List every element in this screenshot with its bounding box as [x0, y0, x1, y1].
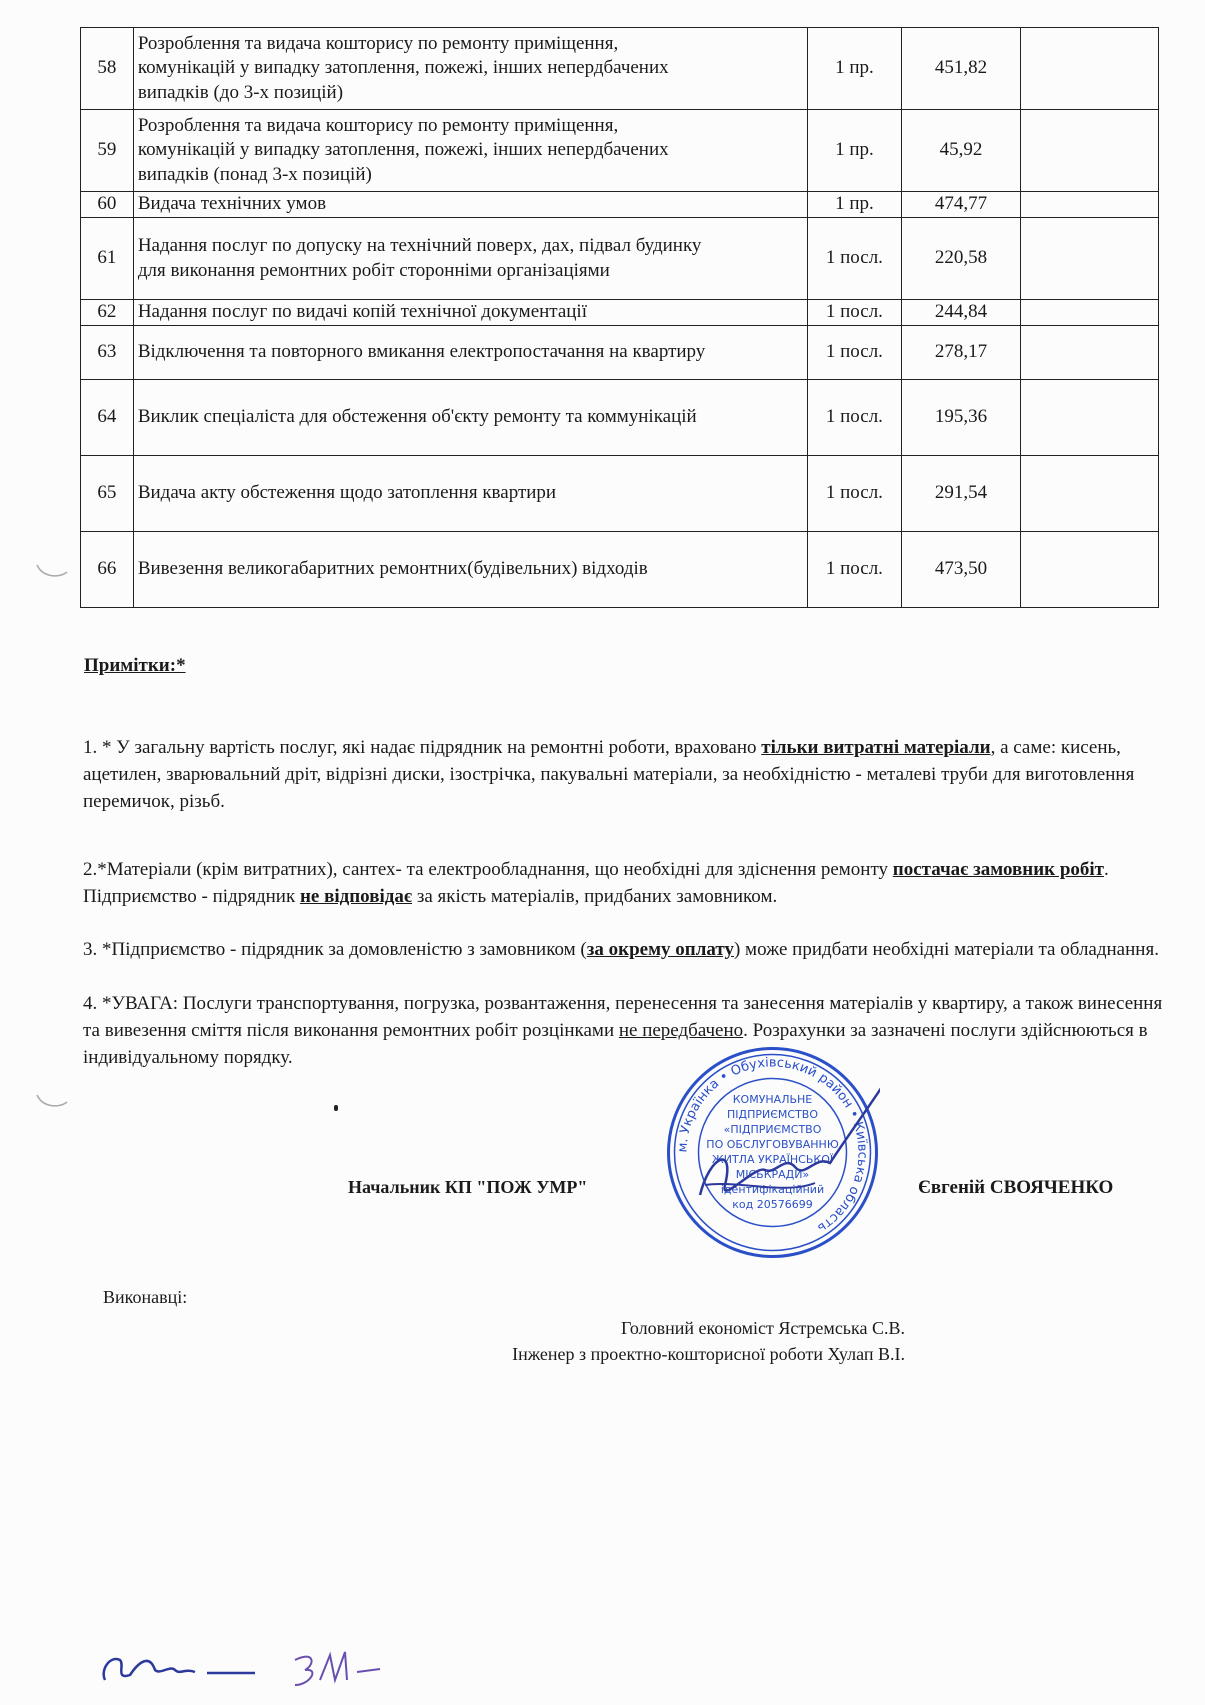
note-3 [83, 936, 1163, 963]
row-number: 66 [81, 532, 134, 608]
stamp-line: ЖИТЛА УКРАЇНСЬКОЇ [711, 1153, 834, 1166]
price-table [80, 27, 1159, 608]
price: 474,77 [902, 192, 1021, 218]
note-2-text: 2.*Матеріали (крім витратних), сантех- та електрообладнання, що необхідні для здіснення ремонту [83, 859, 893, 880]
description-line: комунікацій у випадку затоплення, пожежі, інших непердбачених [137, 57, 669, 79]
executor-economist: Головний економіст Ястремська С.В. [621, 1318, 905, 1338]
row-number: 64 [81, 380, 134, 456]
row-number: 63 [81, 326, 134, 380]
table-row [81, 326, 1159, 380]
description-line: комунікацій у випадку затоплення, пожежі, інших непердбачених [137, 139, 669, 161]
service-description [133, 326, 807, 380]
description-line: Видача акту обстеження щодо затоплення квартири [137, 482, 557, 504]
empty-cell [1020, 300, 1158, 326]
empty-cell [1020, 326, 1158, 380]
description-line: Надання послуг по допуску на технічний поверх, дах, підвал будинку [137, 235, 702, 256]
note-4 [83, 990, 1163, 1071]
initials-1 [104, 1659, 195, 1680]
row-number: 59 [81, 110, 134, 192]
stamp-line: код 20576699 [732, 1198, 813, 1211]
notes-title: Примітки:* [84, 655, 186, 676]
punch-hole-shadow [35, 560, 70, 580]
table-row [81, 110, 1159, 192]
service-description [133, 380, 807, 456]
initials-2 [295, 1652, 347, 1685]
price: 244,84 [902, 300, 1021, 326]
note-2 [83, 856, 1163, 910]
service-description [133, 192, 807, 218]
description-line: Видача технічних умов [137, 193, 327, 215]
service-description [133, 218, 807, 300]
description-line: Розроблення та видача кошторису по ремонту приміщення, [137, 114, 619, 136]
price: 291,54 [902, 456, 1021, 532]
signatory-title: Начальник КП "ПОЖ УМР" [348, 1177, 588, 1197]
initials-signatures [95, 1640, 425, 1690]
row-number: 58 [81, 28, 134, 110]
description-line: Виклик спеціаліста для обстеження об'єкту ремонту та коммунікацій [137, 406, 697, 428]
note-2-text-end: за якість матеріалів, придбаних замовником. [412, 886, 778, 907]
service-description [133, 456, 807, 532]
unit: 1 пр. [807, 28, 902, 110]
description-line: Вивезення великогабаритних ремонтних(будівельних) відходів [137, 558, 648, 580]
stamp-line: ПО ОБСЛУГОВУВАННЮ [706, 1138, 839, 1151]
row-number: 65 [81, 456, 134, 532]
service-description [133, 300, 807, 326]
empty-cell [1020, 28, 1158, 110]
signatory-name: Євгеній СВОЯЧЕНКО [918, 1177, 1114, 1198]
empty-cell [1020, 532, 1158, 608]
description-line: Розроблення та видача кошторису по ремонту приміщення, [137, 32, 619, 54]
executor-engineer: Інженер з проектно-кошторисної роботи Хулап В.І. [512, 1344, 905, 1364]
unit: 1 посл. [807, 218, 902, 300]
initials-2-dash [357, 1669, 380, 1672]
note-4-text: 4. *УВАГА: Послуги транспортування, погрузка, розвантаження, перенесення та занесення матеріалів у квартиру, а також винесення та вивезення сміття після виконання ремонтних робіт розцінками [83, 993, 1163, 1041]
note-2-text-middle: . Підприємство - підрядник [83, 859, 1109, 907]
price: 45,92 [902, 110, 1021, 192]
price: 278,17 [902, 326, 1021, 380]
table-row [81, 218, 1159, 300]
description-line: для виконання ремонтних робіт сторонніми організаціями [137, 259, 610, 281]
note-1-text-end: , а саме: кисень, ацетилен, зварювальний дріт, відрізні диски, ізострічка, пакувальні матеріали, за необхідністю - металеві труби для виготовлення перемичок, різьб. [83, 737, 1135, 812]
note-1-emphasis: тільки витратні матеріали [761, 737, 991, 758]
note-3-text-end: ) може придбати необхідні матеріали та обладнання. [733, 939, 1159, 960]
table-row [81, 532, 1159, 608]
unit: 1 посл. [807, 456, 902, 532]
stamp-line: МІСЬКРАДИ» [735, 1168, 810, 1181]
empty-cell [1020, 218, 1158, 300]
note-2-emphasis-2: не відповідає [299, 886, 413, 907]
table-row [81, 456, 1159, 532]
row-number: 61 [81, 218, 134, 300]
empty-cell [1020, 456, 1158, 532]
price: 220,58 [902, 218, 1021, 300]
empty-cell [1020, 192, 1158, 218]
note-4-text-end: . Розрахунки за зазначені послуги здійснюються в індивідуальному порядку. [83, 1020, 1148, 1068]
description-line: Надання послуг по видачі копій технічної документації [137, 301, 587, 323]
note-4-emphasis: не передбачено [618, 1020, 744, 1041]
punch-hole-shadow [35, 1090, 70, 1110]
note-1-text: 1. * У загальну вартість послуг, які надає підрядник на ремонтні роботи, враховано [83, 737, 762, 758]
description-line: випадків (до 3-х позицій) [137, 81, 344, 103]
price: 195,36 [902, 380, 1021, 456]
service-description [133, 532, 807, 608]
table-row [81, 300, 1159, 326]
row-number: 60 [81, 192, 134, 218]
stamp-line: ПІДПРИЄМСТВО [726, 1108, 819, 1121]
unit: 1 пр. [807, 110, 902, 192]
price: 451,82 [902, 28, 1021, 110]
stamp-line: ідентифікаційний [720, 1183, 825, 1196]
official-stamp [665, 1045, 880, 1260]
service-description [133, 28, 807, 110]
unit: 1 пр. [807, 192, 902, 218]
table-row [81, 380, 1159, 456]
note-2-emphasis-1: постачає замовник робіт [892, 859, 1105, 880]
stamp-line: «ПІДПРИЄМСТВО [723, 1123, 822, 1136]
note-3-text: 3. *Підприємство - підрядник за домовленістю з замовником ( [83, 939, 587, 960]
empty-cell [1020, 380, 1158, 456]
stamp-outer-text: м. Українка • Обухівський район • Київська область [675, 1055, 870, 1236]
table-row [81, 192, 1159, 218]
table-row [81, 28, 1159, 110]
unit: 1 посл. [807, 532, 902, 608]
description-line: Відключення та повторного вмикання електропостачання на квартиру [137, 341, 706, 363]
price: 473,50 [902, 532, 1021, 608]
note-1 [83, 734, 1163, 815]
row-number: 62 [81, 300, 134, 326]
unit: 1 посл. [807, 326, 902, 380]
ink-dot [334, 1105, 338, 1111]
note-3-emphasis: за окрему оплату [586, 939, 734, 960]
executors-label: Виконавці: [103, 1287, 188, 1307]
stamp-line: КОМУНАЛЬНЕ [732, 1093, 813, 1106]
unit: 1 посл. [807, 300, 902, 326]
empty-cell [1020, 110, 1158, 192]
description-line: випадків (понад 3-х позицій) [137, 163, 372, 185]
service-description [133, 110, 807, 192]
unit: 1 посл. [807, 380, 902, 456]
